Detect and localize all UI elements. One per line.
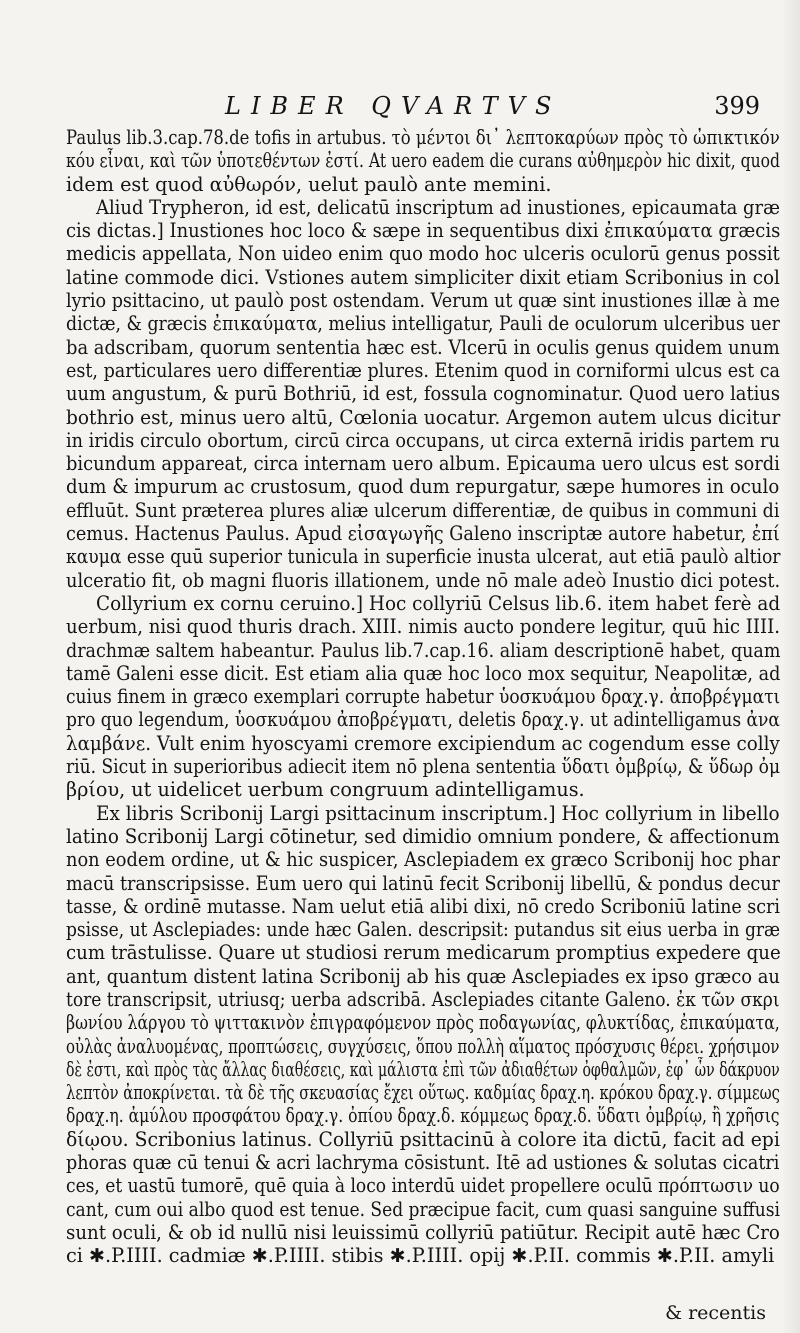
page-number: 399: [714, 92, 760, 120]
running-head: [0, 92, 800, 126]
text-line: drachmæ saltem habeantur. Paulus lib.7.cap.16. aliam descriptionē habet, quam: [66, 638, 781, 662]
text-line: ba adscribam, quorum sententia hæc est. Vlcerū in oculis genus quidem unum: [66, 335, 780, 359]
text-line: ulceratio fit, ob magni fluoris illationem, unde nō male adeò Inustio dici potest.: [66, 568, 781, 592]
text-line: κόυ εἶναι, καὶ τῶν ὑποτεθέντων ἐστί. At uero eadem die curans αὐθημερὸν hic dixit, quod: [66, 149, 780, 173]
catchword: & recentis: [665, 1302, 766, 1324]
text-line: λεπτὸν ἀποκρίνεται. τὰ δὲ τῆς σκευασίας ἔχει οὕτως. καδμίας δραχ.η. κρόκου δραχ.γ. σίμμεως: [66, 1081, 780, 1105]
text-line: medicis appellata, Non uideo enim quo modo hoc ulceris oculorū genus possit: [66, 242, 780, 266]
text-line: dum & impurum ac crustosum, quod dum repurgatur, sæpe humores in oculo: [66, 475, 780, 499]
text-line: effluūt. Sunt præterea plures aliæ ulcerum differentiæ, de quibus in communi di: [66, 498, 780, 522]
text-line: λαμβάνε. Vult enim hyoscyami cremore excipiendum ac cogendum esse colly: [66, 731, 780, 755]
text-line: pro quo legendum, ὑοσκυάμου ἀποβρέγματι, deletis δραχ.γ. ut adintelligamus ἀνα: [66, 708, 780, 732]
text-line: ces, et uastū tumorē, quē quia à loco interdū uidet propellere oculū πρόπτωσιν uo: [66, 1174, 780, 1198]
text-line: δὲ ἐστι, καὶ πρὸς τὰς ἄλλας διαθέσεις, καὶ μάλιστα ἐπὶ τῶν ἀδιαθέτων ὀφθαλμῶν, ἐφ᾽ ὧν δάκρυον: [66, 1057, 780, 1081]
text-line: lyrio psittacino, ut paulò post ostendam. Verum ut quæ sint inustiones illæ à me: [66, 289, 780, 313]
text-line: ant, quantum distent latina Scribonij ab his quæ Asclepiades ex ipso græco au: [66, 964, 780, 988]
text-line: tore transcripsit, utriusq; uerba adscribā. Asclepiades citante Galeno. ἐκ τῶν σκρι: [66, 987, 780, 1011]
text-line: Collyrium ex cornu ceruino.] Hoc collyriū Celsus lib.6. item habet ferè ad: [96, 591, 781, 615]
text-line: ci ✱.P.IIII. cadmiæ ✱.P.IIII. stibis ✱.P.IIII. opij ✱.P.II. commis ✱.P.II. amyli: [66, 1244, 775, 1268]
text-line: macū transcripsisse. Eum uero qui latinū fecit Scribonij libellū, & pondus decur: [66, 871, 780, 895]
text-line: οὐλὰς ἀναλυομένας, προπτώσεις, συγχύσεις, ὅπου πολλὴ αἵματος πρόσχυσις θέρει. χρήσιμον: [66, 1034, 780, 1058]
text-line: uum angustum, & purū Bothriū, id est, fossula cognominatur. Quod uero latius: [66, 382, 781, 406]
text-line: psisse, ut Asclepiades: unde hæc Galen. descripsit: putandus sit eius uerba in græ: [66, 918, 781, 942]
text-line: dictæ, & græcis ἐπικαύματα, melius intelligatur, Pauli de oculorum ulceribus uer: [66, 312, 780, 336]
running-title: LIBER QVARTVS: [225, 92, 562, 120]
text-line: καυμα esse quū superior tunicula in superficie inusta ulcerat, aut etiā paulò altior: [66, 545, 781, 569]
text-line: cuius finem in græco exemplari corrupte habetur ὑοσκυάμου δραχ.γ. ἀποβρέγματι: [66, 685, 781, 709]
text-line: in iridis circulo obortum, circū circa occupans, ut circa externā iridis partem ru: [66, 428, 780, 452]
text-line: cis dictas.] Inustiones hoc loco & sæpe in sequentibus dixi ἐπικαύματα græcis: [66, 219, 781, 243]
text-line: non eodem ordine, ut & hic suspicer, Asclepiadem ex græco Scribonij hoc phar: [66, 848, 781, 872]
text-line: δραχ.η. ἀμύλου προσφάτου δραχ.γ. ὀπίου δραχ.δ. κόμμεως δραχ.δ. ὕδατι ὀμβρίῳ, ἢ χρῆσις: [66, 1104, 780, 1128]
text-line: uerbum, nisi quod thuris drach. XIII. nimis aucto pondere legitur, quū hic IIII.: [66, 615, 781, 639]
text-line: phoras quæ cū tenui & acri lachryma cōsistunt. Itē ad ustiones & solutas cicatri: [66, 1151, 780, 1175]
text-line: bothrio est, minus uero altū, Cœlonia uocatur. Argemon autem ulcus dicitur: [66, 405, 781, 429]
text-line: latino Scribonij Largi cōtinetur, sed dimidio omnium pondere, & affectionum: [66, 824, 780, 848]
text-line: est, particulares uero differentiæ plures. Etenim quod in corniformi ulcus est ca: [66, 358, 780, 382]
text-line: βρίου, ut uidelicet uerbum congruum adintelligamus.: [66, 778, 585, 802]
text-line: Paulus lib.3.cap.78.de tofis in artubus. τὸ μέντοι δι᾽ λεπτοκαρύων πρὸς τὸ ὠπικτικόν: [66, 126, 780, 149]
text-line: cemus. Hactenus Paulus. Apud εἰσαγωγῆς Galeno inscriptæ autore habetur, ἐπί: [66, 522, 780, 546]
page-edge-shadow: [782, 0, 800, 1333]
text-line: tasse, & ordinē mutasse. Nam uelut etiā alibi dixi, nō credo Scriboniū latine scri: [66, 894, 781, 918]
text-line: idem est quod αὐθωρόν, uelut paulò ante memini.: [66, 172, 552, 196]
text-line: latine commode dici. Vstiones autem simpliciter dixit etiam Scribonius in col: [66, 265, 780, 289]
text-line: Ex libris Scribonij Largi psittacinum inscriptum.] Hoc collyrium in libello: [96, 801, 780, 825]
text-line: cant, cum oui albo quod est tenue. Sed præcipue facit, cum quasi sanguine suffusi: [66, 1197, 780, 1221]
text-line: riū. Sicut in superioribus adiecit item nō plena sententia ὕδατι ὀμβρίῳ, & ὕδωρ ὀμ: [66, 755, 781, 779]
text-line: tamē Galeni esse dicit. Est etiam alia quæ hoc loco mox sequitur, Neapolitæ, ad: [66, 661, 781, 685]
text-line: δίῳου. Scribonius latinus. Collyriū psittacinū à colore ita dictū, facit ad epi: [66, 1127, 780, 1151]
text-line: Aliud Trypheron, id est, delicatū inscriptum ad inustiones, epicaumata græ: [96, 195, 780, 219]
body-text: [66, 126, 780, 1268]
text-line: bicundum appareat, circa internam uero album. Epicauma uero ulcus est sordi: [66, 452, 780, 476]
text-line: cum trāstulisse. Quare ut studiosi rerum medicarum promptius expedere que: [66, 941, 781, 965]
text-line: βωνίου λάργου τὸ ψιττακινὸν ἐπιγραφόμενον πρὸς ποδαγωνίας, φλυκτίδας, ἐπικαύματα,: [66, 1011, 780, 1035]
text-line: sunt oculi, & ob id nullū nisi leuissimū collyriū patiūtur. Recipit autē hæc Cro: [66, 1220, 780, 1244]
